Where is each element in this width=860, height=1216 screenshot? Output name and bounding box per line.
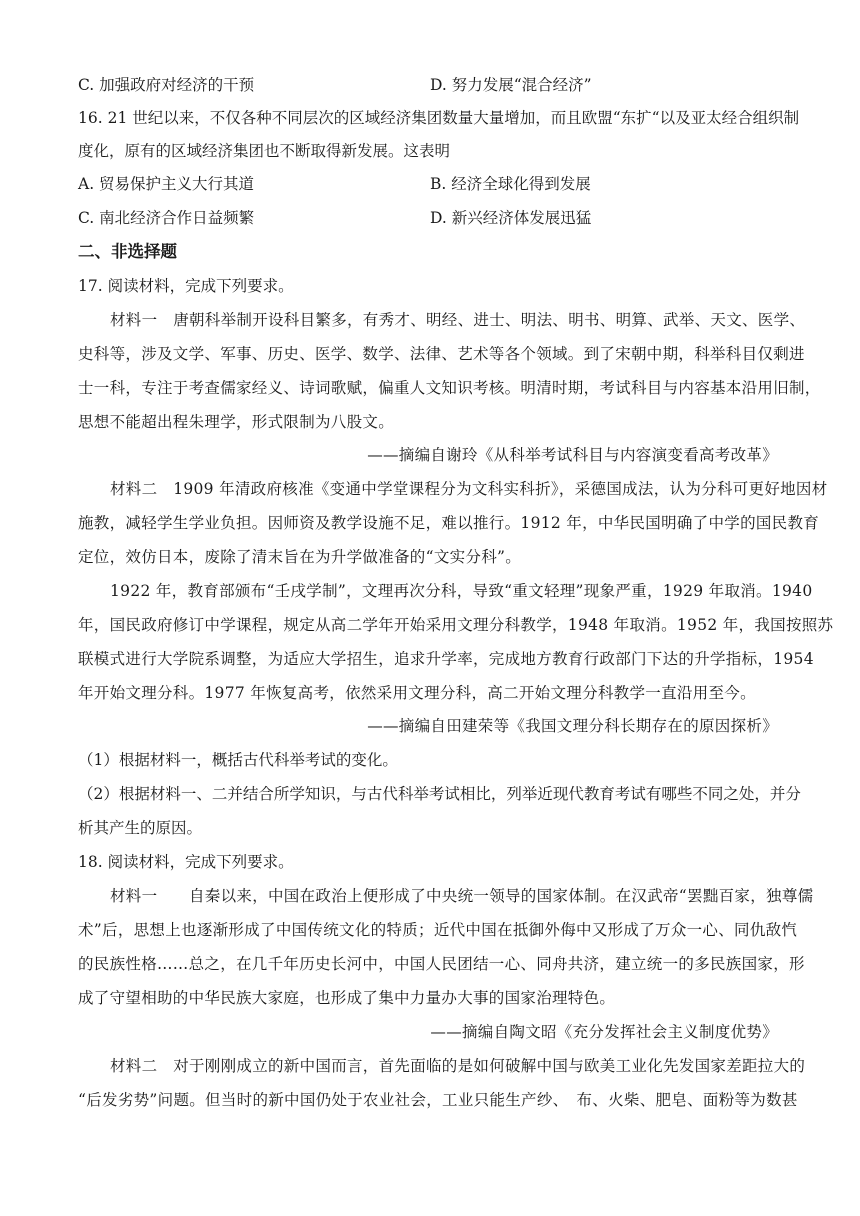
q17-stem: 17. 阅读材料，完成下列要求。	[78, 277, 294, 295]
q17-material2-line: 施教，减轻学生学业负担。因师资及教学设施不足，难以推行。1912 年，中华民国明确了中学的国民教育	[78, 514, 820, 532]
q16-option-d: D. 新兴经济体发展迅猛	[430, 209, 592, 227]
q18-material2-line: 材料二 对于刚刚成立的新中国而言，首先面临的是如何破解中国与欧美工业化先发国家差距拉大的	[110, 1057, 806, 1075]
q17-material2-line: 年，国民政府修订中学课程，规定从高二学年开始采用文理分科教学，1948 年取消。1952 年，我国按照苏	[78, 616, 834, 634]
q17-requirement-2: 析其产生的原因。	[78, 819, 203, 837]
q17-material2-line: 材料二 1909 年清政府核准《变通中学堂课程分为文科实科折》，采德国成法，认为分科可更好地因材	[110, 480, 828, 498]
section-title: 二、非选择题	[78, 242, 177, 261]
q18-stem: 18. 阅读材料，完成下列要求。	[78, 853, 294, 871]
q16-stem-line2: 度化，原有的区域经济集团也不断取得新发展。这表明	[78, 142, 451, 160]
q17-requirement-1: （1）根据材料一，概括古代科举考试的变化。	[78, 751, 398, 769]
q17-material1-source: ——摘编自谢玲《从科举考试科目与内容演变看高考改革》	[367, 446, 778, 464]
q18-material1-line: 材料一 自秦以来，中国在政治上便形成了中央统一领导的国家体制。在汉武帝“罢黜百家，独尊儒	[110, 887, 814, 905]
q16-option-a: A. 贸易保护主义大行其道	[78, 175, 255, 193]
q16-option-c: C. 南北经济合作日益频繁	[78, 209, 255, 227]
q17-material1-line: 士一科，专注于考查儒家经义、诗词歌赋，偏重人文知识考核。明清时期，考试科目与内容基本沿用旧制，	[78, 379, 821, 397]
q17-material1-line: 材料一 唐朝科举制开设科目繁多，有秀才、明经、进士、明法、明书、明算、武举、天文、医学、	[110, 311, 806, 329]
q18-material2-line: “后发劣势”问题。但当时的新中国仍处于农业社会，工业只能生产纱、 布、火柴、肥皂、面粉等为数甚	[78, 1091, 798, 1109]
q17-material2-line: 年开始文理分科。1977 年恢复高考，依然采用文理分科，高二开始文理分科教学一直沿用至今。	[78, 684, 756, 702]
q15-option-d: D. 努力发展“混合经济”	[430, 76, 592, 94]
q16-option-b: B. 经济全球化得到发展	[430, 175, 591, 193]
q18-material1-line: 的民族性格……总之，在几千年历史长河中，中国人民团结一心、同舟共济，建立统一的多民族国家，形	[78, 955, 805, 973]
q16-stem-line1: 16. 21 世纪以来，不仅各种不同层次的区域经济集团数量大量增加，而且欧盟“东扩“以及亚太经合组织制	[78, 109, 800, 127]
q18-material1-line: 术”后，思想上也逐渐形成了中国传统文化的特质；近代中国在抵御外侮中又形成了万众一心、同仇敌忾	[78, 921, 798, 939]
q17-material1-line: 史科等，涉及文学、军事、历史、医学、数学、法律、艺术等各个领域。到了宋朝中期，科举科目仅剩进	[78, 345, 805, 363]
q17-material2-line: 联模式进行大学院系调整，为适应大学招生，追求升学率，完成地方教育行政部门下达的升学指标，1954	[78, 650, 814, 668]
q18-material1-line: 成了守望相助的中华民族大家庭，也形成了集中力量办大事的国家治理特色。	[78, 989, 616, 1007]
q17-requirement-2: （2）根据材料一、二并结合所学知识，与古代科举考试相比，列举近现代教育考试有哪些不同之处，并分	[78, 785, 801, 803]
q17-material2-line: 1922 年，教育部颁布“壬戌学制”，文理再次分科，导致“重文轻理”现象严重，1929 年取消。1940	[110, 582, 813, 600]
q17-material2-line: 定位，效仿日本，废除了清末旨在为升学做准备的“文实分科”。	[78, 548, 522, 566]
q15-option-c: C. 加强政府对经济的干预	[78, 76, 255, 94]
q17-material1-line: 思想不能超出程朱理学，形式限制为八股文。	[78, 413, 395, 431]
q18-material1-source: ——摘编自陶文昭《充分发挥社会主义制度优势》	[430, 1023, 778, 1041]
q17-material2-source: ——摘编自田建荣等《我国文理分科长期存在的原因探析》	[367, 717, 778, 735]
